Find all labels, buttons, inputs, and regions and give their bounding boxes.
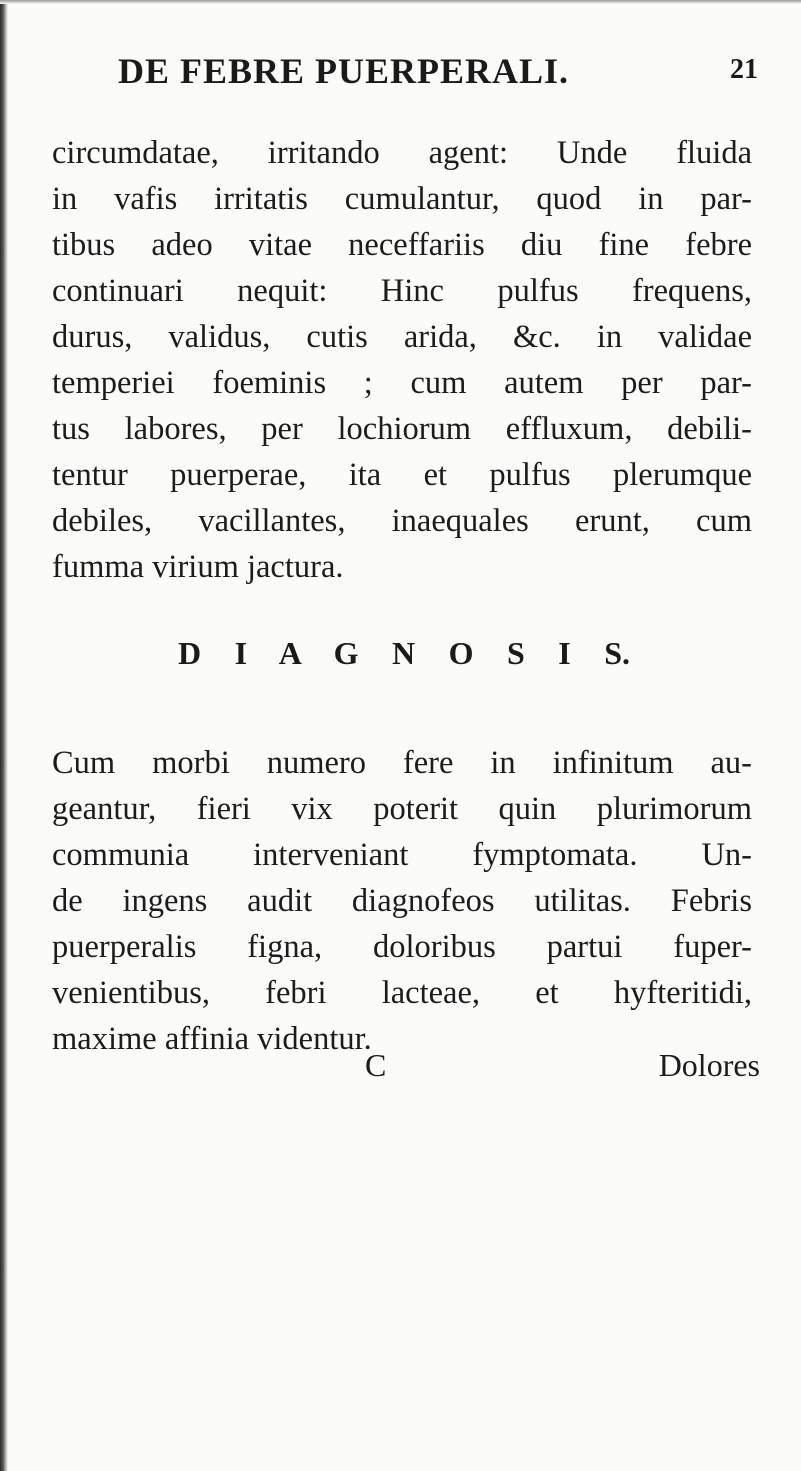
paragraph-2 [52, 740, 752, 1062]
signature-mark: C [365, 1047, 387, 1083]
text-line: tentur puerperae, ita et pulfus plerumque [52, 457, 752, 493]
section-heading: D I A G N O S I S. [178, 635, 630, 671]
page-binding-edge [0, 0, 8, 1471]
text-line: maxime affinia videntur. [52, 1021, 372, 1057]
page-header [118, 38, 758, 98]
text-line: tus labores, per lochiorum effluxum, debili- [52, 411, 752, 447]
text-line: debiles, vacillantes, inaequales erunt, cum [52, 503, 752, 539]
page-top-edge [0, 0, 801, 4]
page-number: 21 [730, 54, 758, 85]
text-line: continuari nequit: Hinc pulfus frequens, [52, 273, 752, 309]
text-line: tibus adeo vitae neceffariis diu fine febre [52, 227, 752, 263]
page-footer [0, 1040, 801, 1090]
text-line: geantur, fieri vix poterit quin plurimorum [52, 791, 752, 827]
catchword: Dolores [658, 1047, 760, 1083]
text-line: communia interveniant fymptomata. Un- [52, 837, 752, 873]
text-line: durus, validus, cutis arida, &c. in validae [52, 319, 752, 355]
text-line: circumdatae, irritando agent: Unde fluida [52, 135, 752, 171]
text-line: puerperalis figna, doloribus partui fuper- [52, 929, 752, 965]
text-line: fumma virium jactura. [52, 549, 344, 585]
paragraph-1 [52, 130, 752, 590]
running-title: DE FEBRE PUERPERALI. [118, 51, 570, 91]
text-line: in vafis irritatis cumulantur, quod in par- [52, 181, 752, 217]
text-line: venientibus, febri lacteae, et hyfteritidi, [52, 975, 752, 1011]
text-line: Cum morbi numero fere in infinitum au- [52, 745, 752, 781]
text-line: de ingens audit diagnofeos utilitas. Febris [52, 883, 752, 919]
text-line: temperiei foeminis ; cum autem per par- [52, 365, 752, 401]
